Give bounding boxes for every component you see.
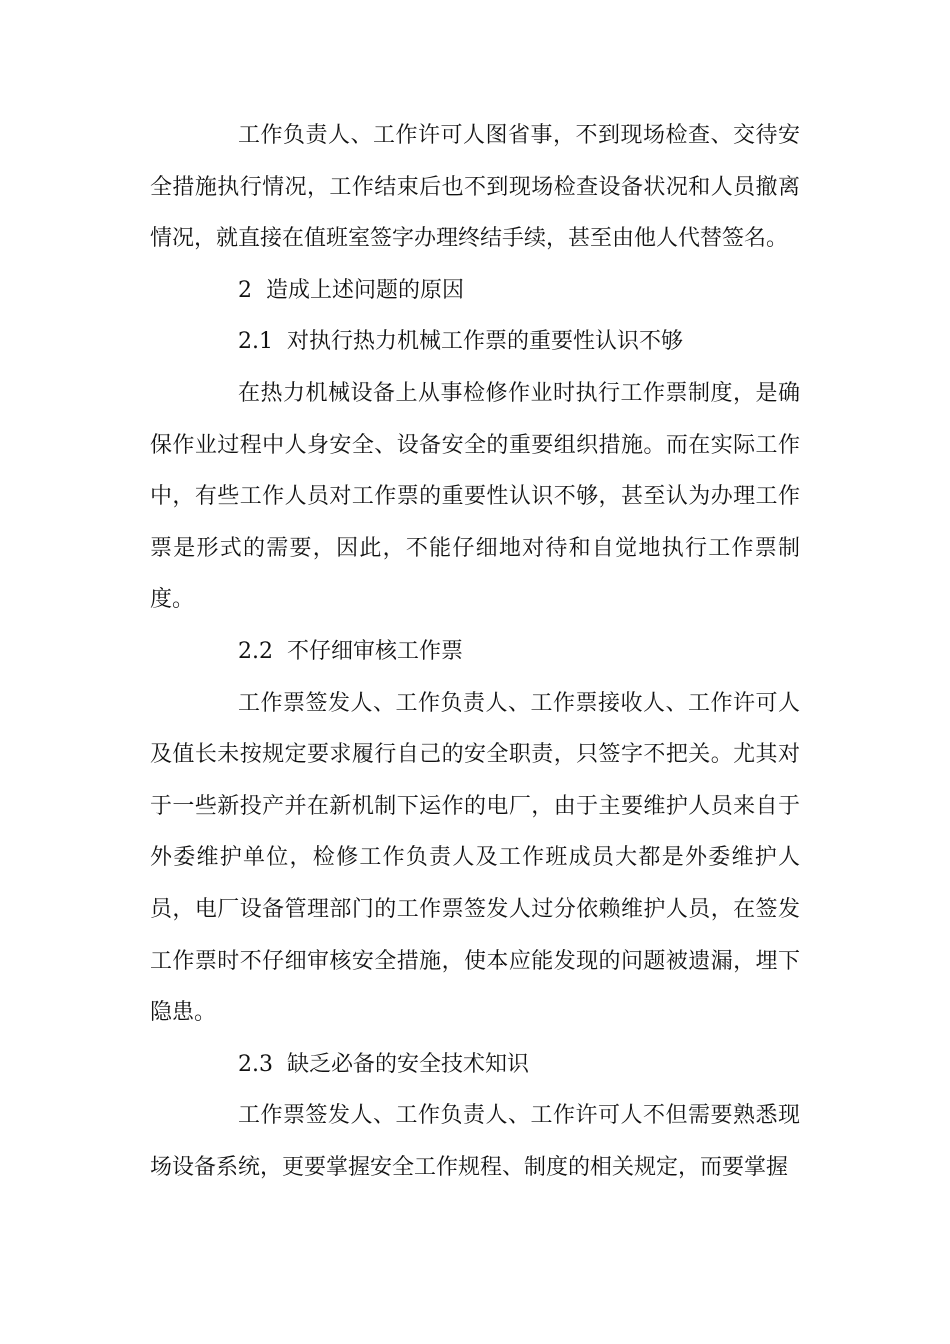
paragraph-importance-awareness: 在热力机械设备上从事检修作业时执行工作票制度，是确保作业过程中人身安全、设备安全的重要组织措施。而在实际工作中，有些工作人员对工作票的重要性认识不够，甚至认为办理工作票是形式的需要，因此，不能仔细地对待和自觉地执行工作票制度。 [150,380,800,613]
section-heading-2-2: 2.2 不仔细审核工作票 [238,638,463,664]
paragraph-careless-review: 工作票签发人、工作负责人、工作票接收人、工作许可人及值长未按规定要求履行自己的安全职责，只签字不把关。尤其对于一些新投产并在新机制下运作的电厂，由于主要维护人员来自于外委维护单位，检修工作负责人及工作班成员大都是外委维护人员，电厂设备管理部门的工作票签发人过分依赖维护人员，在签发工作票时不仔细审核安全措施，使本应能发现的问题被遗漏，埋下隐患。 [150,690,800,1026]
section-heading-2-1: 2.1 对执行热力机械工作票的重要性认识不够 [238,329,683,355]
section-heading-2-3: 2.3 缺乏必备的安全技术知识 [238,1051,529,1077]
paragraph-safety-knowledge: 工作票签发人、工作负责人、工作许可人不但需要熟悉现场设备系统，更要掌握安全工作规程、制度的相关规定，而要掌握 [150,1103,800,1180]
section-heading-2: 2 造成上述问题的原因 [238,277,464,303]
paragraph-work-leader-shortcuts: 工作负责人、工作许可人图省事，不到现场检查、交待安全措施执行情况，工作结束后也不到现场检查设备状况和人员撤离情况，就直接在值班室签字办理终结手续，甚至由他人代替签名。 [150,123,800,252]
document-body [150,110,800,1193]
